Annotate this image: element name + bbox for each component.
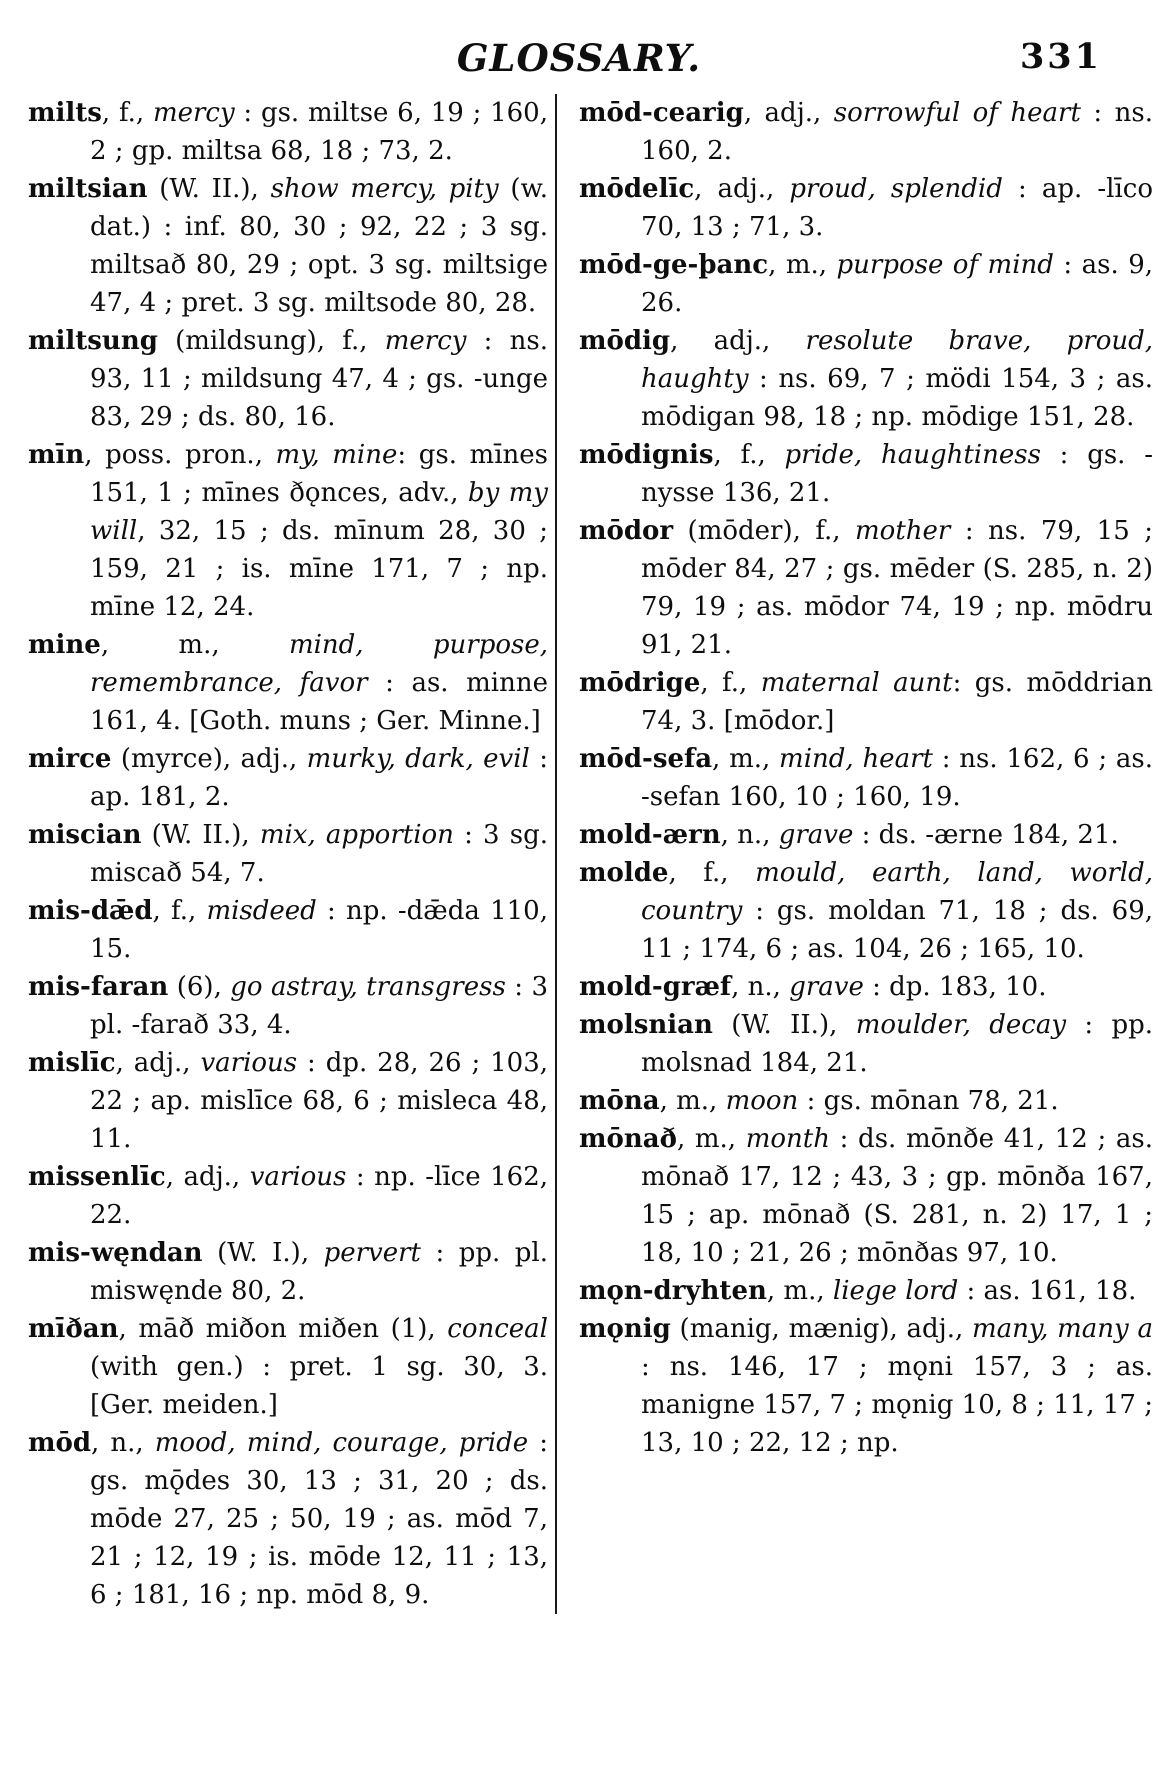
glossary-entry	[28, 94, 548, 170]
headword: miltsian	[28, 174, 148, 204]
headword: miscian	[28, 820, 142, 850]
gloss-text: month	[745, 1124, 830, 1154]
entry-text: , adj.,	[115, 1048, 201, 1078]
glossary-entry	[28, 1310, 548, 1424]
entry-text: : ns. 162, 6 ; as. -sefan 160, 10 ; 160, 19.	[641, 744, 1153, 812]
headword: mine	[28, 630, 101, 660]
headword: mǫn-dryhten	[579, 1276, 767, 1306]
entry-text: : ns. 79, 15 ; mōder 84, 27 ; gs. mēder (S. 285, n. 2) 79, 19 ; as. mōdor 74, 19 ; np. mōdru 91, 21.	[641, 516, 1153, 660]
gloss-text: mix, apportion	[259, 820, 454, 850]
page-number: 331	[1019, 36, 1102, 77]
entry-text: , adj.,	[670, 326, 806, 356]
left-column	[28, 94, 548, 1614]
glossary-entry	[579, 1082, 1153, 1120]
headword: mōd-ge-þanc	[579, 250, 769, 280]
entry-text: : gs. mīnes 151, 1 ; mīnes ðǫnces, adv.,	[90, 440, 548, 508]
headword: mold-ærn	[579, 820, 721, 850]
gloss-text: grave	[778, 820, 854, 850]
gloss-text: liege lord	[832, 1276, 959, 1306]
entry-text: , f.,	[713, 440, 785, 470]
gloss-text: mind, heart	[779, 744, 933, 774]
entry-text: : ns. 160, 2.	[641, 98, 1154, 166]
glossary-entry	[579, 1310, 1153, 1462]
entry-text: , m.,	[712, 744, 780, 774]
entry-text: , n.,	[731, 972, 790, 1002]
glossary-entry	[28, 170, 548, 322]
entry-text: : 3 pl. -farað 33, 4.	[90, 972, 548, 1040]
entry-text: : ds. -ærne 184, 21.	[853, 820, 1119, 850]
headword: mōdrige	[579, 668, 701, 698]
glossary-entry	[28, 816, 548, 892]
headword: mīn	[28, 440, 85, 470]
entry-text: , adj.,	[165, 1162, 250, 1192]
entry-text: : ap. 181, 2.	[90, 744, 548, 812]
entry-text: : 3 sg. miscað 54, 7.	[90, 820, 548, 888]
glossary-entry	[579, 854, 1153, 968]
entry-text: : dp. 28, 26 ; 103, 22 ; ap. mislīce 68, 6 ; misleca 48, 11.	[90, 1048, 549, 1154]
entry-text: : dp. 183, 10.	[863, 972, 1047, 1002]
headword: mōna	[579, 1086, 660, 1116]
entry-text: , n.,	[720, 820, 779, 850]
gloss-text: proud, splendid	[789, 174, 1003, 204]
glossary-entry	[28, 436, 548, 626]
entry-text: (6),	[168, 972, 231, 1002]
entry-text: : as. 9, 26.	[641, 250, 1153, 318]
entry-text: : pp. molsnad 184, 21.	[641, 1010, 1153, 1078]
entry-text: (manig, mænig), adj.,	[670, 1314, 972, 1344]
entry-text: , f.,	[700, 668, 761, 698]
entry-text: , 32, 15 ; ds. mīnum 28, 30 ; 159, 21 ; is. mīne 171, 7 ; np. mīne 12, 24.	[90, 516, 548, 622]
glossary-entry	[579, 968, 1153, 1006]
glossary-entry	[579, 170, 1153, 246]
headword: milts	[28, 98, 102, 128]
entry-text: (W. I.),	[202, 1238, 324, 1268]
entry-text: , m.,	[676, 1124, 746, 1154]
gloss-text: maternal aunt	[760, 668, 953, 698]
entry-text: : ns. 69, 7 ; mödi 154, 3 ; as. mōdigan 98, 18 ; np. mōdige 151, 28.	[641, 364, 1153, 432]
headword: mōdig	[579, 326, 671, 356]
glossary-entry	[579, 1272, 1153, 1310]
gloss-text: go astray, transgress	[230, 972, 506, 1002]
gloss-text: by my will	[90, 478, 548, 546]
entry-text: : ds. mōnðe 41, 12 ; as. mōnað 17, 12 ; 43, 3 ; gp. mōnða 167, 15 ; ap. mōnað (S. 281, n. 2) 17, 1 ; 18, 10 ; 21, 26 ; mōnðas 97, 10.	[641, 1124, 1153, 1268]
headword: mis-dǣd	[28, 896, 153, 926]
glossary-entry	[28, 1044, 548, 1158]
headword: mǫnig	[579, 1314, 671, 1344]
glossary-entry	[579, 436, 1153, 512]
entry-text: , māð miðon miðen (1),	[118, 1314, 448, 1344]
gloss-text: murky, dark, evil	[306, 744, 530, 774]
gloss-text: misdeed	[206, 896, 317, 926]
gloss-text: grave	[789, 972, 864, 1002]
gloss-text: mercy	[152, 98, 235, 128]
headword: mōdignis	[579, 440, 714, 470]
gloss-text: mercy	[384, 326, 467, 356]
entry-text: (W. II.),	[141, 820, 260, 850]
glossary-entry	[579, 322, 1153, 436]
entry-text: , m.,	[768, 250, 837, 280]
glossary-entry	[579, 664, 1153, 740]
headword: mōdelīc	[579, 174, 695, 204]
headword: mis-węndan	[28, 1238, 203, 1268]
entry-text: : as. 161, 18.	[958, 1276, 1137, 1306]
glossary-entry	[579, 94, 1153, 170]
headword: mold-græf	[579, 972, 732, 1002]
headword: mirce	[28, 744, 112, 774]
entry-text: : gs. moldan 71, 18 ; ds. 69, 11 ; 174, 6 ; as. 104, 26 ; 165, 10.	[641, 896, 1153, 964]
gloss-text: moulder, decay	[855, 1010, 1067, 1040]
entry-text: : np. -līce 162, 22.	[90, 1162, 548, 1230]
glossary-entry	[579, 1120, 1153, 1272]
gloss-text: my, mine	[275, 440, 398, 470]
entry-text: (W. II.),	[147, 174, 271, 204]
entry-text: (mildsung), f.,	[157, 326, 385, 356]
glossary-entry	[28, 1234, 548, 1310]
glossary-entry	[28, 968, 548, 1044]
glossary-entry	[579, 740, 1153, 816]
entry-text: : gs. miltse 6, 19 ; 160, 2 ; gp. miltsa 68, 18 ; 73, 2.	[90, 98, 548, 166]
running-head	[0, 36, 1158, 86]
headword: mīðan	[28, 1314, 119, 1344]
entry-text: : ns. 93, 11 ; mildsung 47, 4 ; gs. -unge 83, 29 ; ds. 80, 16.	[90, 326, 548, 432]
headword: mōd-cearig	[579, 98, 744, 128]
glossary-entry	[28, 740, 548, 816]
glossary-entry	[579, 816, 1153, 854]
headword: mōdor	[579, 516, 674, 546]
entry-text: : np. -dǣda 110, 15.	[90, 896, 548, 964]
gloss-text: mind, purpose, remembrance, favor	[90, 630, 548, 698]
glossary-entry	[579, 1006, 1153, 1082]
glossary-entry	[28, 892, 548, 968]
entry-text: : gs. mōddrian 74, 3. [mōdor.]	[641, 668, 1154, 736]
gloss-text: pride, haughtiness	[784, 440, 1041, 470]
entry-text: , f.,	[101, 98, 153, 128]
glossary-entry	[28, 1158, 548, 1234]
glossary-entry	[28, 1424, 548, 1614]
gloss-text: sorrowful of heart	[833, 98, 1081, 128]
entry-text: (with gen.) : pret. 1 sg. 30, 3. [Ger. meiden.]	[90, 1352, 548, 1420]
headword: molde	[579, 858, 669, 888]
gloss-text: conceal	[447, 1314, 548, 1344]
entry-text: , m.,	[766, 1276, 833, 1306]
headword: miltsung	[28, 326, 158, 356]
gloss-text: pervert	[323, 1238, 421, 1268]
glossary-body	[28, 94, 1153, 1614]
glossary-entry	[28, 322, 548, 436]
entry-text: (myrce), adj.,	[111, 744, 307, 774]
entry-text: (w. dat.) : inf. 80, 30 ; 92, 22 ; 3 sg. miltsað 80, 29 ; opt. 3 sg. miltsige 47, 4 ; pret. 3 sg. miltsode 80, 28.	[90, 174, 549, 318]
entry-text: , m.,	[659, 1086, 726, 1116]
gloss-text: many, many a	[972, 1314, 1153, 1344]
right-column	[557, 94, 1153, 1614]
glossary-entry	[579, 246, 1153, 322]
entry-text: , adj.,	[743, 98, 834, 128]
gloss-text: show mercy, pity	[270, 174, 499, 204]
headword: mis-faran	[28, 972, 169, 1002]
entry-text: , n.,	[91, 1428, 155, 1458]
glossary-entry	[579, 512, 1153, 664]
gloss-text: moon	[725, 1086, 799, 1116]
gloss-text: mood, mind, courage, pride	[154, 1428, 529, 1458]
entry-text: : gs. mōnan 78, 21.	[798, 1086, 1059, 1116]
glossary-entry	[28, 626, 548, 740]
entry-text: : ns. 146, 17 ; mǫni 157, 3 ; as. manigne 157, 7 ; mǫnig 10, 8 ; 11, 17 ; 13, 10 ; 22, 12 ; np.	[641, 1352, 1153, 1458]
entry-text: (W. II.),	[712, 1010, 856, 1040]
entry-text: (mōder), f.,	[673, 516, 856, 546]
entry-text: : ap. -līco 70, 13 ; 71, 3.	[641, 174, 1153, 242]
entry-text: : pp. pl. miswęnde 80, 2.	[90, 1238, 548, 1306]
headword: missenlīc	[28, 1162, 166, 1192]
gloss-text: various	[200, 1048, 298, 1078]
headword: mōd-sefa	[579, 744, 713, 774]
entry-text: : as. minne 161, 4. [Goth. muns ; Ger. Minne.]	[90, 668, 549, 736]
gloss-text: resolute brave, proud, haughty	[641, 326, 1153, 394]
entry-text: , poss. pron.,	[84, 440, 276, 470]
headword: molsnian	[579, 1010, 713, 1040]
gloss-text: mould, earth, land, world, country	[641, 858, 1153, 926]
entry-text: , adj.,	[694, 174, 790, 204]
headword: mōnað	[579, 1124, 677, 1154]
headword: mōd	[28, 1428, 92, 1458]
entry-text: , m.,	[100, 630, 289, 660]
entry-text: , f.,	[152, 896, 207, 926]
gloss-text: purpose of mind	[836, 250, 1054, 280]
headword: mislīc	[28, 1048, 116, 1078]
gloss-text: mother	[855, 516, 951, 546]
gloss-text: various	[249, 1162, 347, 1192]
page-title: GLOSSARY.	[456, 36, 702, 80]
entry-text: : gs. -nysse 136, 21.	[641, 440, 1153, 508]
entry-text: : gs. mǭdes 30, 13 ; 31, 20 ; ds. mōde 27, 25 ; 50, 19 ; as. mōd 7, 21 ; 12, 19 ; is. mōde 12, 11 ; 13, 6 ; 181, 16 ; np. mōd 8, 9.	[90, 1428, 549, 1610]
entry-text: , f.,	[668, 858, 756, 888]
